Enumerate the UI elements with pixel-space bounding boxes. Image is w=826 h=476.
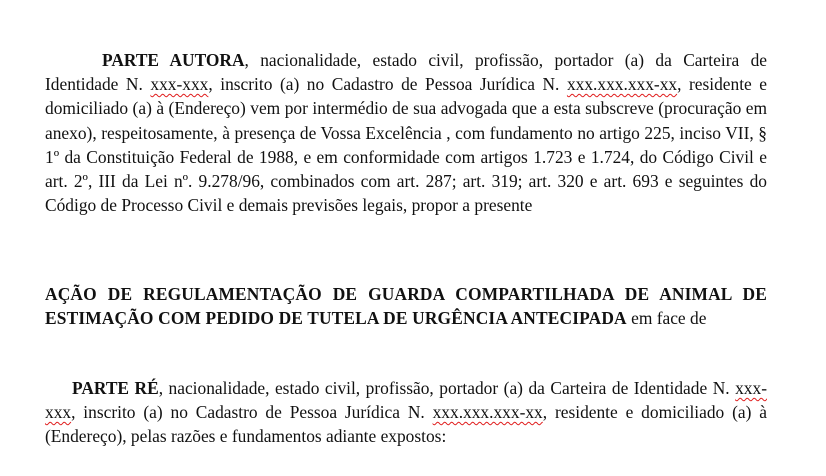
defendant-id-number: xxx-xxx <box>45 378 767 423</box>
defendant-text-2: , inscrito (a) no Cadastro de Pessoa Jurídica N. <box>71 402 433 423</box>
action-title-paragraph <box>45 282 767 330</box>
action-title-suffix: em face de <box>626 308 707 329</box>
defendant-text-1: , nacionalidade, estado civil, profissão, portador (a) da Carteira de Identidade N. <box>158 378 736 398</box>
defendant-paragraph <box>45 376 767 449</box>
action-title: AÇÃO DE REGULAMENTAÇÃO DE GUARDA COMPARTILHADA DE ANIMAL DE ESTIMAÇÃO COM PEDIDO DE TUTELA DE URGÊNCIA ANTECIPADA <box>45 284 767 329</box>
plaintiff-text-2: , inscrito (a) no Cadastro de Pessoa Jurídica N. <box>208 74 567 95</box>
plaintiff-paragraph <box>45 48 767 217</box>
defendant-text-3: , residente e domiciliado (a) à (Endereço), pelas razões e fundamentos adiante expostos: <box>45 402 767 447</box>
defendant-cnpj-number: xxx.xxx.xxx-xx <box>432 402 543 423</box>
plaintiff-id-number: xxx-xxx <box>150 74 209 95</box>
plaintiff-text-1: , nacionalidade, estado civil, profissão, portador (a) da Carteira de Identidade N. <box>45 50 767 95</box>
plaintiff-cnpj-number: xxx.xxx.xxx-xx <box>566 74 678 95</box>
plaintiff-label: PARTE AUTORA <box>102 50 245 70</box>
defendant-label: PARTE RÉ <box>72 378 159 398</box>
plaintiff-text-3: , residente e domiciliado (a) à (Endereço) vem por intermédio de sua advogada que a esta subscreve (procuração em anexo), respeitosamente, à presença de Vossa Excelência , com fundamento no artigo 225, inciso VII, § 1º da Constituição Federal de 1988, e em conformidade com artigos 1.723 e 1.724, do Código Civil e art. 2º, III da Lei nº. 9.278/96, combinados com art. 287; art. 319; art. 320 e art. 693 e seguintes do Código de Processo Civil e demais previsões legais, propor a presente <box>45 74 768 216</box>
